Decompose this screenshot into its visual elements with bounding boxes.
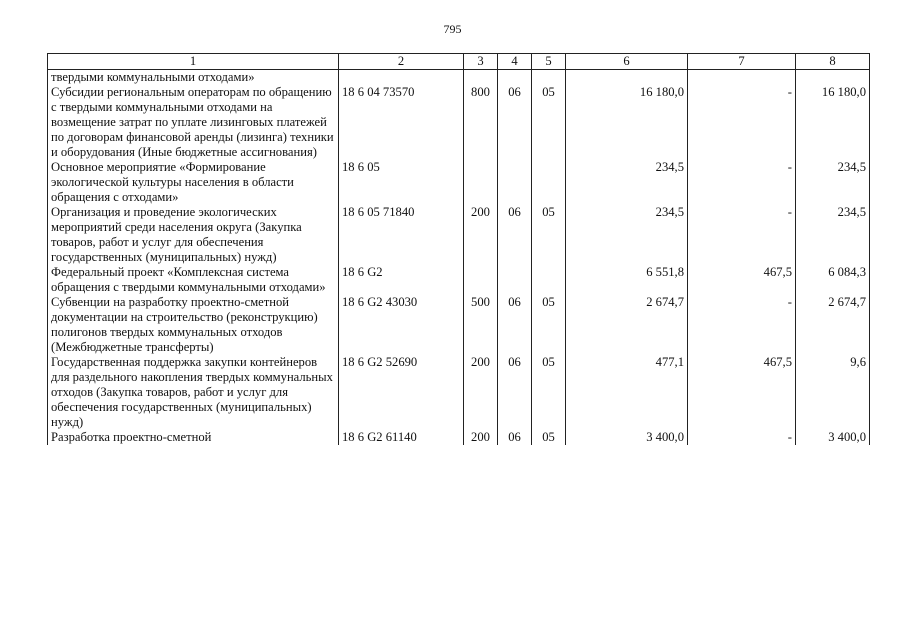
row-col6: 234,5 bbox=[566, 160, 688, 205]
row-col7: - bbox=[688, 205, 796, 265]
row-name: Федеральный проект «Комплексная система обращения с твердыми коммунальными отходами» bbox=[48, 265, 339, 295]
row-vr bbox=[464, 70, 498, 86]
header-col-1: 1 bbox=[48, 54, 339, 70]
header-col-4: 4 bbox=[498, 54, 532, 70]
header-col-7: 7 bbox=[688, 54, 796, 70]
row-name: Субсидии региональным операторам по обращению с твердыми коммунальными отходами на возмещение затрат по уплате лизинговых платежей по договорам финансовой аренды (лизинга) техники и оборудования (Иные бюджетные ассигнования) bbox=[48, 85, 339, 160]
row-code: 18 6 05 71840 bbox=[339, 205, 464, 265]
row-pr: 05 bbox=[532, 430, 566, 445]
row-rz: 06 bbox=[498, 205, 532, 265]
row-vr: 200 bbox=[464, 355, 498, 430]
row-name: Государственная поддержка закупки контейнеров для раздельного накопления твердых коммунальных отходов (Закупка товаров, работ и услуг для обеспечения государственных (муниципальных) нужд) bbox=[48, 355, 339, 430]
row-col7: 467,5 bbox=[688, 265, 796, 295]
row-pr: 05 bbox=[532, 85, 566, 160]
row-col6: 16 180,0 bbox=[566, 85, 688, 160]
row-col8: 6 084,3 bbox=[796, 265, 870, 295]
row-code: 18 6 G2 bbox=[339, 265, 464, 295]
row-col7: - bbox=[688, 295, 796, 355]
row-col7 bbox=[688, 70, 796, 86]
row-code bbox=[339, 70, 464, 86]
table-row bbox=[48, 295, 870, 355]
row-name: Основное мероприятие «Формирование экологической культуры населения в области обращения с отходами» bbox=[48, 160, 339, 205]
row-rz: 06 bbox=[498, 295, 532, 355]
row-vr: 200 bbox=[464, 205, 498, 265]
table-row bbox=[48, 85, 870, 160]
row-code: 18 6 G2 43030 bbox=[339, 295, 464, 355]
row-vr bbox=[464, 265, 498, 295]
header-col-3: 3 bbox=[464, 54, 498, 70]
row-code: 18 6 05 bbox=[339, 160, 464, 205]
row-col6: 477,1 bbox=[566, 355, 688, 430]
row-vr: 800 bbox=[464, 85, 498, 160]
table-row bbox=[48, 355, 870, 430]
row-col6: 234,5 bbox=[566, 205, 688, 265]
row-code: 18 6 G2 61140 bbox=[339, 430, 464, 445]
row-name: Организация и проведение экологических мероприятий среди населения округа (Закупка товаров, работ и услуг для обеспечения государственных (муниципальных) нужд) bbox=[48, 205, 339, 265]
row-rz: 06 bbox=[498, 430, 532, 445]
row-col7: - bbox=[688, 160, 796, 205]
row-pr bbox=[532, 70, 566, 86]
header-col-2: 2 bbox=[339, 54, 464, 70]
row-name: Субвенции на разработку проектно-сметной документации на строительство (реконструкцию) полигонов твердых коммунальных отходов (Межбюджетные трансферты) bbox=[48, 295, 339, 355]
row-col7: 467,5 bbox=[688, 355, 796, 430]
row-col6 bbox=[566, 70, 688, 86]
row-col8: 9,6 bbox=[796, 355, 870, 430]
row-col8: 16 180,0 bbox=[796, 85, 870, 160]
row-col8 bbox=[796, 70, 870, 86]
row-pr: 05 bbox=[532, 205, 566, 265]
row-rz: 06 bbox=[498, 355, 532, 430]
row-rz: 06 bbox=[498, 85, 532, 160]
table-row bbox=[48, 265, 870, 295]
row-pr: 05 bbox=[532, 295, 566, 355]
row-rz bbox=[498, 70, 532, 86]
table-row bbox=[48, 430, 870, 445]
table-row bbox=[48, 160, 870, 205]
row-pr: 05 bbox=[532, 355, 566, 430]
row-col8: 234,5 bbox=[796, 160, 870, 205]
header-col-8: 8 bbox=[796, 54, 870, 70]
table-row bbox=[48, 70, 870, 86]
row-col7: - bbox=[688, 430, 796, 445]
row-col6: 3 400,0 bbox=[566, 430, 688, 445]
row-code: 18 6 04 73570 bbox=[339, 85, 464, 160]
page-number: 795 bbox=[443, 22, 462, 36]
row-vr bbox=[464, 160, 498, 205]
row-vr: 500 bbox=[464, 295, 498, 355]
row-col8: 3 400,0 bbox=[796, 430, 870, 445]
row-code: 18 6 G2 52690 bbox=[339, 355, 464, 430]
row-col8: 2 674,7 bbox=[796, 295, 870, 355]
row-pr bbox=[532, 160, 566, 205]
row-rz bbox=[498, 265, 532, 295]
row-col6: 2 674,7 bbox=[566, 295, 688, 355]
row-pr bbox=[532, 265, 566, 295]
row-name: Разработка проектно-сметной bbox=[48, 430, 339, 445]
row-rz bbox=[498, 160, 532, 205]
table-row bbox=[48, 205, 870, 265]
row-vr: 200 bbox=[464, 430, 498, 445]
row-name: твердыми коммунальными отходами» bbox=[48, 70, 339, 86]
row-col8: 234,5 bbox=[796, 205, 870, 265]
row-col6: 6 551,8 bbox=[566, 265, 688, 295]
row-col7: - bbox=[688, 85, 796, 160]
header-row bbox=[48, 54, 870, 70]
budget-table bbox=[47, 53, 870, 445]
header-col-6: 6 bbox=[566, 54, 688, 70]
header-col-5: 5 bbox=[532, 54, 566, 70]
